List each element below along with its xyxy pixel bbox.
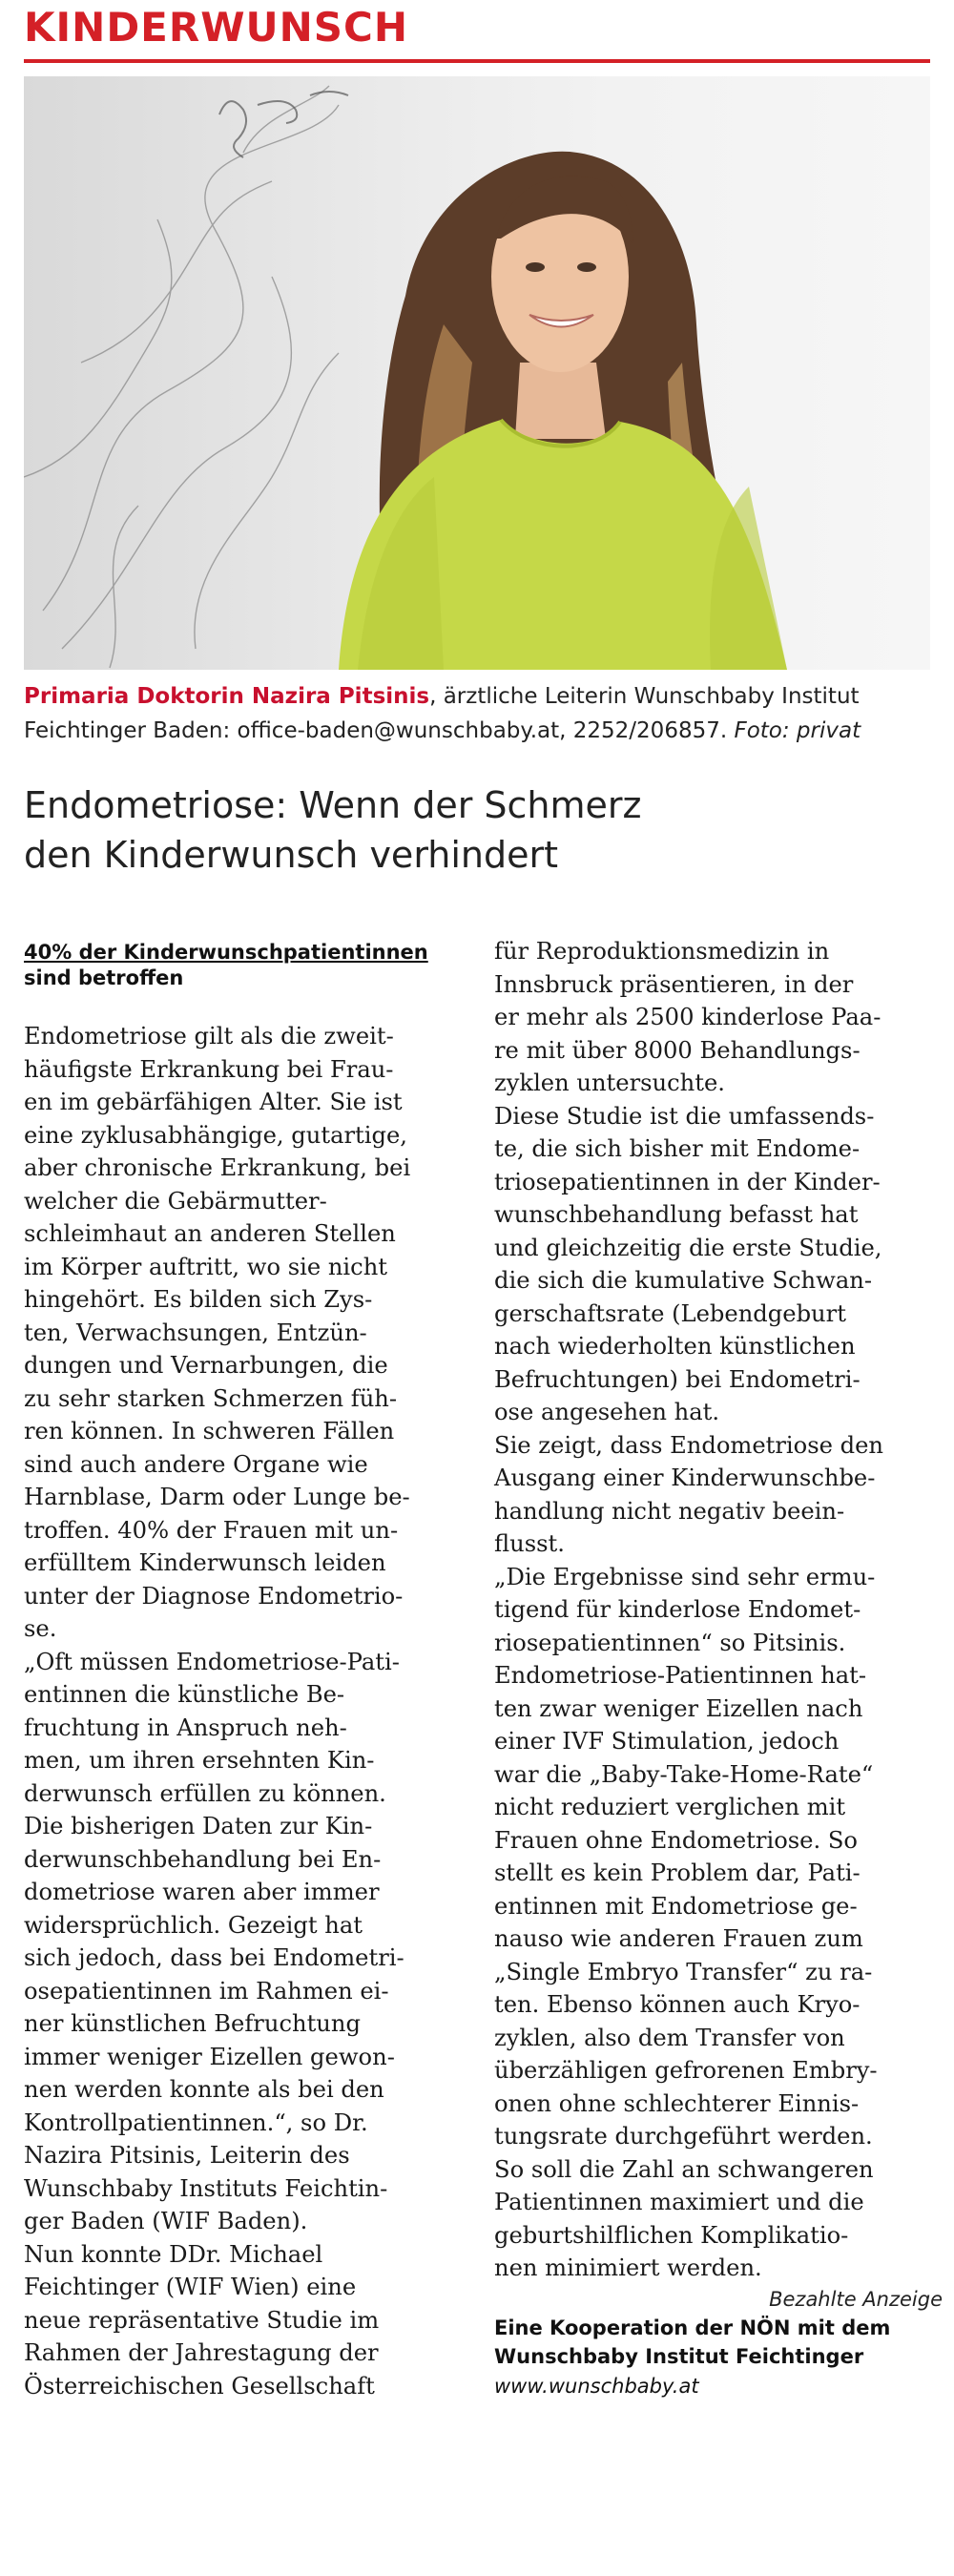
subhead-line-2: sind betroffen [24, 966, 184, 989]
portrait-photo [24, 76, 930, 670]
cooperation-note: Eine Kooperation der NÖN mit dem Wunschbaby Institut Feichtinger [494, 2316, 891, 2368]
article-column-left [24, 940, 472, 2402]
photo-credit: Foto: privat [734, 718, 861, 743]
headline-line-1: Endometriose: Wenn der Schmerz [24, 784, 642, 826]
article-text-right: für Reproduktionsmedizin in Innsbruck präsentieren, in der er mehr als 2500 kinderlose Paa- re mit über 8000 Behandlungs- zyklen untersuchte. Diese Studie ist die umfassends- te, die sich bisher mit Endome- triosepatientinnen in der Kinder- wunschbehandlung befasst hat und gleichzeitig die erste Studie, die sich die kumulative Schwan- gerschaftsrate (Lebendgeburt nach wiederholten künstlichen Befruchtungen) bei Endometri- ose angesehen hat. Sie zeigt, dass Endometriose den Ausgang einer Kinderwunschbe- handlung nicht negativ beein- flusst. „Die Ergebnisse sind sehr ermu- tigend für kinderlose Endomet- riosepatientinnen“ so Pitsinis. Endometriose-Patientinnen hat- ten zwar weniger Eizellen nach einer IVF Stimulation, jedoch war die „Baby-Take-Home-Rate“ nicht reduziert verglichen mit Frauen ohne Endometriose. So stellt es kein Problem dar, Pati- entinnen mit Endometriose ge- nauso wie anderen Frauen zum „Single Embryo Transfer“ zu ra- ten. Ebenso können auch Kryo- zyklen, also dem Transfer von überzähligen gefrorenen Embry- onen ohne schlechterer Einnis- tungsrate durchgeführt werden. So soll die Zahl an schwangeren Patientinnen maximiert und die geburtshilflichen Komplikatio- nen minimiert werden. [494, 938, 883, 2281]
caption-name: Primaria Doktorin Nazira Pitsinis [24, 684, 430, 709]
website-link[interactable]: www.wunschbaby.at [494, 2374, 699, 2398]
caption-text: , ärztliche Leiterin Wunschbaby Institut Feichtinger Baden: office-baden@wunschbaby.at, 2252/206857. [24, 684, 860, 743]
section-divider [24, 59, 930, 63]
article-text-left: Endometriose gilt als die zweit- häufigste Erkrankung bei Frau- en im gebärfähigen Alter. Sie ist eine zyklusabhängige, gutartige, aber chronische Erkrankung, bei welcher die Gebärmutter- schleimhaut an anderen Stellen im Körper auftritt, wo sie nicht hingehört. Es bilden sich Zys- ten, Verwachsungen, Entzün- dungen und Vernarbungen, die zu sehr starken Schmerzen füh- ren können. In schweren Fällen sind auch andere Organe wie Harnblase, Darm oder Lunge be- troffen. 40% der Frauen mit un- erfülltem Kinderwunsch leiden unter der Diagnose Endometrio- se. „Oft müssen Endometriose-Pati- entinnen die künstliche Be- fruchtung in Anspruch neh- men, um ihren ersehnten Kin- derwunsch erfüllen zu können. Die bisherigen Daten zur Kin- derwunschbehandlung bei En- dometriose waren aber immer widersprüchlich. Gezeigt hat sich jedoch, dass bei Endometri- osepatientinnen im Rahmen ei- ner künstlichen Befruchtung immer weniger Eizellen gewon- nen werden konnte als bei den Kontrollpatientinnen.“, so Dr. Nazira Pitsinis, Leiterin des Wunschbaby Instituts Feichtin- ger Baden (WIF Baden). Nun konnte DDr. Michael Feichtinger (WIF Wien) eine neue repräsentative Studie im Rahmen der Jahrestagung der Österreichischen Gesellschaft [24, 1023, 411, 2399]
article-subhead [24, 940, 472, 991]
article-headline [24, 780, 930, 880]
section-title: KINDERWUNSCH [24, 4, 409, 51]
headline-line-2: den Kinderwunsch verhindert [24, 834, 559, 876]
article-column-right [494, 935, 943, 2401]
paid-ad-label: Bezahlte Anzeige [769, 2287, 943, 2311]
subhead-line-1: 40% der Kinderwunschpatientinnen [24, 941, 428, 964]
photo-caption [24, 679, 930, 748]
